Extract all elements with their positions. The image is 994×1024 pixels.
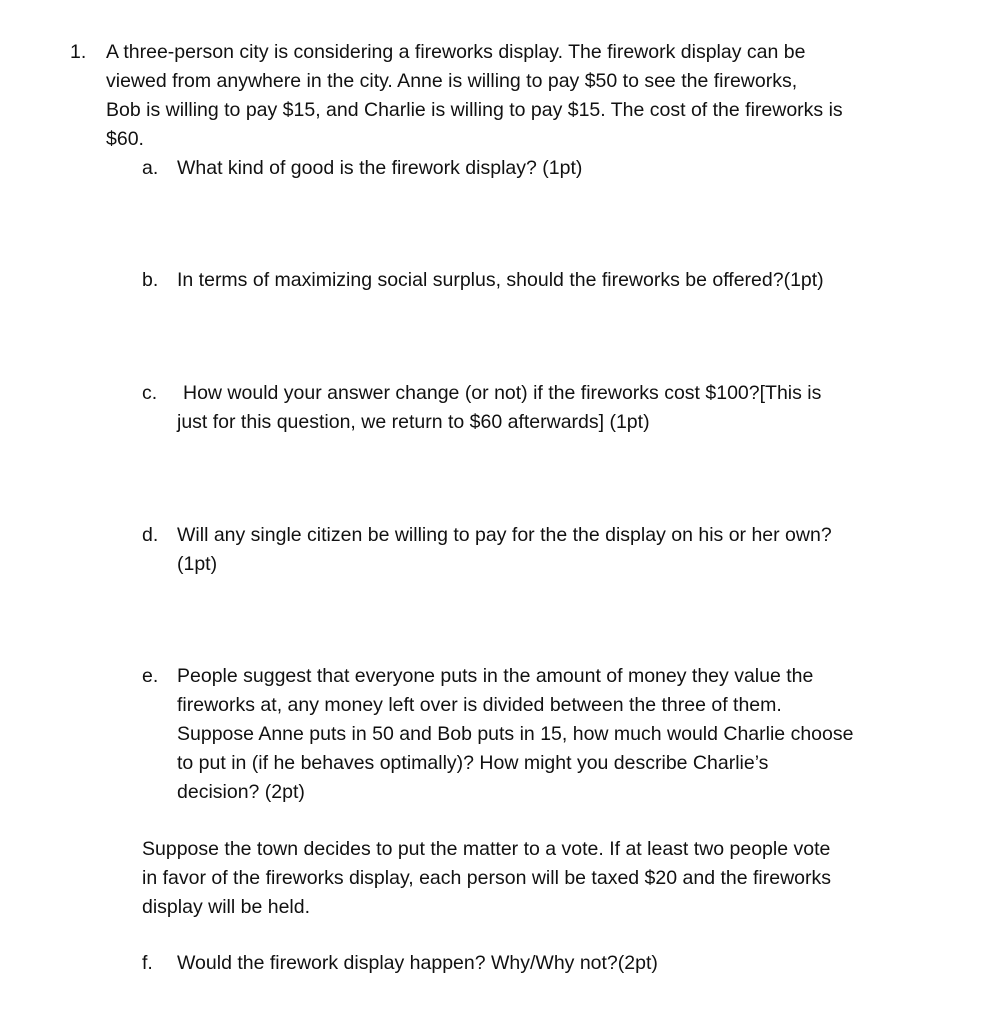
part-b-text: In terms of maximizing social surplus, should the fireworks be offered?(1pt)	[177, 269, 824, 291]
part-f-text: Would the firework display happen? Why/Why not?(2pt)	[177, 952, 658, 974]
part-b-label: b.	[142, 269, 159, 291]
part-d-text: (1pt)	[177, 553, 218, 575]
part-e-text: People suggest that everyone puts in the amount of money they value the	[177, 665, 814, 687]
part-e-text: to put in (if he behaves optimally)? How might you describe Charlie’s	[177, 752, 769, 774]
part-d-label: d.	[142, 524, 159, 546]
part-f-label: f.	[142, 952, 153, 974]
question-number: 1.	[70, 41, 87, 63]
part-d-text: Will any single citizen be willing to pay for the the display on his or her own?	[177, 524, 832, 546]
vote-line: Suppose the town decides to put the matter to a vote. If at least two people vote	[142, 838, 831, 860]
vote-line: display will be held.	[142, 896, 311, 918]
part-c-text: How would your answer change (or not) if the fireworks cost $100?[This is	[183, 382, 822, 404]
part-e-text: decision? (2pt)	[177, 781, 305, 803]
part-c-label: c.	[142, 382, 158, 404]
intro-line: Bob is willing to pay $15, and Charlie is willing to pay $15. The cost of the fireworks is	[106, 99, 843, 121]
vote-line: in favor of the fireworks display, each person will be taxed $20 and the fireworks	[142, 867, 831, 889]
intro-line: viewed from anywhere in the city. Anne is willing to pay $50 to see the fireworks,	[106, 70, 798, 92]
part-e-text: Suppose Anne puts in 50 and Bob puts in 15, how much would Charlie choose	[177, 723, 854, 745]
intro-line: $60.	[106, 128, 144, 150]
part-a-text: What kind of good is the firework display? (1pt)	[177, 157, 583, 179]
part-a-label: a.	[142, 157, 159, 179]
intro-line: A three-person city is considering a fireworks display. The firework display can be	[106, 41, 806, 63]
part-e-label: e.	[142, 665, 159, 687]
part-e-text: fireworks at, any money left over is divided between the three of them.	[177, 694, 782, 716]
part-c-text: just for this question, we return to $60 afterwards] (1pt)	[177, 411, 650, 433]
